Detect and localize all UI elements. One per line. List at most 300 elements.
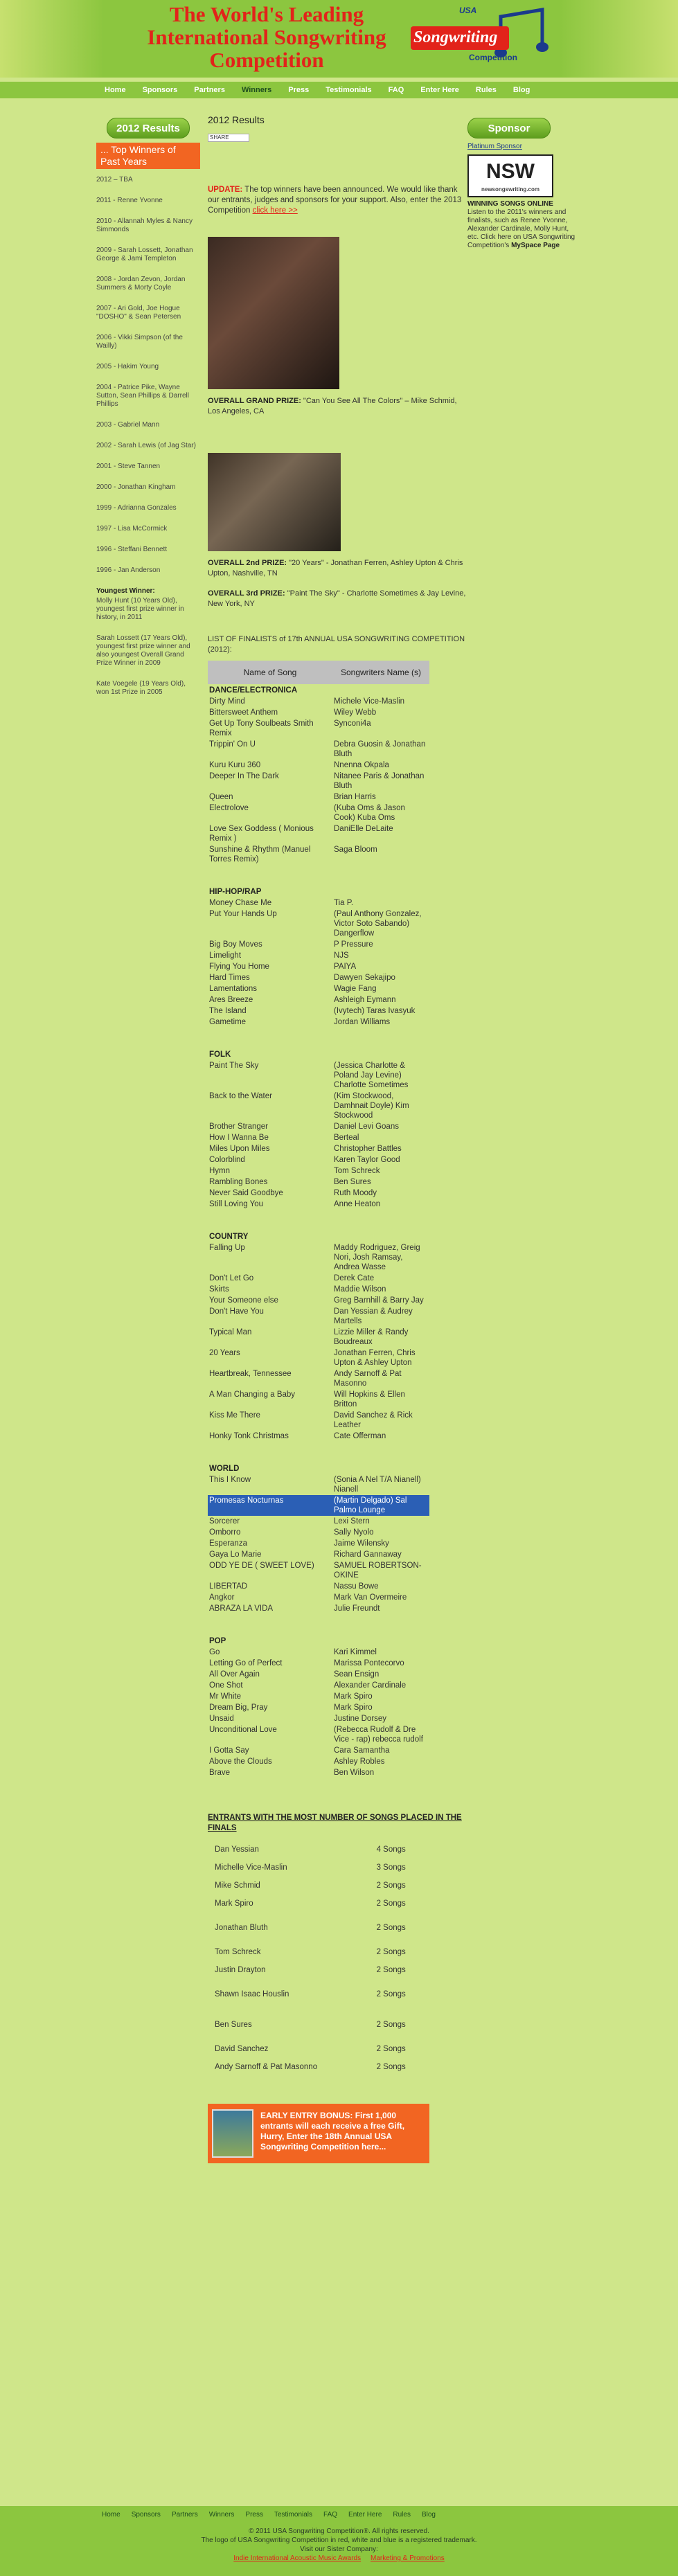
most-songs-row bbox=[208, 1979, 429, 2010]
songwriter-name: Ben Wilson bbox=[334, 1769, 375, 1777]
sponsor-logo-mark: NSW bbox=[486, 160, 535, 183]
song-name: Unsaid bbox=[209, 1715, 234, 1723]
update-label: UPDATE: bbox=[208, 186, 243, 194]
grand-prize-label: OVERALL GRAND PRIZE: bbox=[208, 397, 301, 405]
songwriter-name: Ashleigh Eymann bbox=[334, 996, 396, 1004]
main-content bbox=[208, 111, 471, 2163]
grand-prize-caption bbox=[208, 396, 471, 417]
past-winner-item[interactable]: 2008 - Jordan Zevon, Jordan Summers & Morty Coyle bbox=[96, 276, 186, 292]
finalist-row bbox=[208, 739, 429, 760]
nav-partners[interactable]: Partners bbox=[194, 86, 225, 94]
song-name: Never Said Goodbye bbox=[209, 1189, 283, 1197]
finalist-row bbox=[208, 696, 429, 707]
songwriter-name: Ruth Moody bbox=[334, 1189, 377, 1197]
songwriter-name: Derek Cate bbox=[334, 1274, 375, 1282]
song-name: I Gotta Say bbox=[209, 1746, 249, 1755]
sponsor-logo[interactable] bbox=[467, 154, 553, 197]
finalist-row bbox=[208, 1188, 429, 1199]
finalist-row bbox=[208, 972, 429, 983]
footer-blog[interactable]: Blog bbox=[421, 2511, 436, 2519]
finalist-row bbox=[208, 1691, 429, 1702]
genre-heading: FOLK bbox=[209, 1050, 231, 1059]
finalist-row bbox=[208, 1368, 429, 1389]
song-name: Queen bbox=[209, 793, 233, 801]
song-name: ODD YE DE ( SWEET LOVE) bbox=[209, 1562, 314, 1570]
songwriter-name: (Jessica Charlotte & Poland Jay Levine) Charlotte Sometimes bbox=[334, 1062, 409, 1089]
songwriter-name: NJS bbox=[334, 951, 349, 960]
logo-word: Songwriting bbox=[413, 28, 498, 46]
most-songs-row bbox=[208, 1913, 429, 1943]
song-name: Sorcerer bbox=[209, 1517, 240, 1526]
finalist-row bbox=[208, 1005, 429, 1017]
song-name: One Shot bbox=[209, 1681, 243, 1690]
entrant-name: Tom Schreck bbox=[215, 1948, 261, 1956]
song-name: Dream Big, Pray bbox=[209, 1703, 268, 1712]
third-prize-caption bbox=[208, 589, 471, 609]
song-name: Back to the Water bbox=[209, 1092, 272, 1100]
footer-sister-links bbox=[96, 2555, 582, 2563]
bonus-thumbnail bbox=[212, 2109, 253, 2158]
finalist-row bbox=[208, 1603, 429, 1614]
songwriter-name: Maddy Rodriguez, Greig Nori, Josh Ramsay, Andrea Wasse bbox=[334, 1244, 420, 1271]
header-fade-left bbox=[0, 0, 104, 78]
main-nav bbox=[96, 83, 582, 97]
past-winner-item[interactable]: 2004 - Patrice Pike, Wayne Sutton, Sean Phillips & Darrell Phillips bbox=[96, 384, 189, 408]
song-name: Heartbreak, Tennessee bbox=[209, 1370, 292, 1378]
most-songs-row bbox=[208, 1841, 429, 1859]
myspace-link[interactable]: MySpace Page bbox=[511, 242, 560, 249]
finalists-table bbox=[208, 661, 429, 1778]
footer-copyright: © 2011 USA Songwriting Competition®. All rights reserved. bbox=[249, 2528, 429, 2535]
footer-rules[interactable]: Rules bbox=[393, 2511, 411, 2519]
songwriter-name: Wagie Fang bbox=[334, 985, 377, 993]
entrant-name: Michelle Vice-Maslin bbox=[215, 1863, 287, 1872]
finalist-row bbox=[208, 939, 429, 950]
finalist-row bbox=[208, 1669, 429, 1680]
entrant-name: Shawn Isaac Houslin bbox=[215, 1990, 289, 1998]
third-prize-text: "Paint The Sky" - Charlotte Sometimes & Jay Levine, New York, NY bbox=[208, 589, 466, 608]
second-prize-photo bbox=[208, 453, 341, 551]
song-name: Bittersweet Anthem bbox=[209, 708, 278, 717]
finalist-row bbox=[208, 1327, 429, 1348]
site-header bbox=[0, 0, 678, 78]
footer-home[interactable]: Home bbox=[102, 2511, 121, 2519]
footer-nav bbox=[96, 2510, 441, 2520]
finalist-row bbox=[208, 1495, 429, 1516]
song-name: The Island bbox=[209, 1007, 247, 1015]
past-winners-list bbox=[96, 176, 200, 697]
song-count: 2 Songs bbox=[376, 2063, 406, 2071]
platinum-sponsor-link[interactable]: Platinum Sponsor bbox=[467, 143, 522, 150]
finalist-row bbox=[208, 1132, 429, 1143]
song-name: Brother Stranger bbox=[209, 1122, 269, 1131]
genre-heading: COUNTRY bbox=[209, 1233, 249, 1241]
song-name: Gametime bbox=[209, 1018, 247, 1026]
grand-prize-photo bbox=[208, 237, 339, 389]
footer-partners[interactable]: Partners bbox=[171, 2511, 198, 2519]
footer-faq[interactable]: FAQ bbox=[323, 2511, 338, 2519]
most-songs-row bbox=[208, 1961, 429, 1979]
nav-blog[interactable]: Blog bbox=[512, 86, 530, 94]
winning-songs-title: WINNING SONGS ONLINE bbox=[467, 200, 553, 208]
top-winners-header[interactable]: ... Top Winners of Past Years bbox=[96, 143, 200, 169]
most-songs-row bbox=[208, 1859, 429, 1877]
genre-row bbox=[208, 1210, 429, 1242]
past-winner-item[interactable]: 2001 - Steve Tannen bbox=[96, 463, 161, 470]
song-name: Sunshine & Rhythm (Manuel Torres Remix) bbox=[209, 846, 311, 864]
entrant-name: Justin Drayton bbox=[215, 1966, 266, 1974]
songwriter-name: DaniElle DeLaite bbox=[334, 825, 393, 833]
footer-trademark: The logo of USA Songwriting Competition in red, white and blue is a registered trademark. bbox=[201, 2537, 477, 2544]
songwriter-name: Nitanee Paris & Jonathan Bluth bbox=[334, 772, 425, 790]
song-count: 2 Songs bbox=[376, 1881, 406, 1890]
songwriter-name: Will Hopkins & Ellen Britton bbox=[334, 1390, 405, 1408]
songwriter-name: Debra Guosin & Jonathan Bluth bbox=[334, 740, 426, 758]
most-songs-row bbox=[208, 2040, 429, 2058]
songwriter-name: Lexi Stern bbox=[334, 1517, 370, 1526]
songwriter-name: (Paul Anthony Gonzalez, Victor Soto Sabando) Dangerflow bbox=[334, 910, 422, 938]
genre-row bbox=[208, 1028, 429, 1060]
finalist-row bbox=[208, 1549, 429, 1560]
songwriter-name: Saga Bloom bbox=[334, 846, 377, 854]
song-name: Unconditional Love bbox=[209, 1726, 277, 1734]
song-count: 2 Songs bbox=[376, 1899, 406, 1908]
entrant-name: David Sanchez bbox=[215, 2045, 269, 2053]
song-name: Omborro bbox=[209, 1528, 241, 1537]
song-count: 4 Songs bbox=[376, 1845, 406, 1854]
update-paragraph bbox=[208, 185, 471, 216]
most-songs-row bbox=[208, 2010, 429, 2040]
song-name: Money Chase Me bbox=[209, 899, 272, 907]
winning-songs-online bbox=[467, 200, 578, 250]
songwriter-name: (Martin Delgado) Sal Palmo Lounge bbox=[332, 1495, 429, 1516]
songwriter-name: Synconi4a bbox=[334, 719, 371, 728]
song-name: Above the Clouds bbox=[209, 1757, 272, 1766]
finalist-row bbox=[208, 803, 429, 823]
songwriter-name: David Sanchez & Rick Leather bbox=[334, 1411, 413, 1429]
bonus-text: EARLY ENTRY BONUS: First 1,000 entrants will each receive a free Gift, Hurry, Enter the 18th Annual USA Songwriting Competition here... bbox=[260, 2111, 405, 2152]
entrant-name: Ben Sures bbox=[215, 2021, 252, 2029]
songwriter-name: Michele Vice-Maslin bbox=[334, 697, 405, 706]
songwriter-name: Justine Dorsey bbox=[334, 1715, 387, 1723]
song-name: Rambling Bones bbox=[209, 1178, 268, 1186]
past-winner-item[interactable]: 2010 - Allannah Myles & Nancy Simmonds bbox=[96, 217, 193, 233]
finalist-row bbox=[208, 897, 429, 909]
songwriter-name: Sally Nyolo bbox=[334, 1528, 374, 1537]
past-winner-item[interactable]: 1996 - Steffani Bennett bbox=[96, 546, 168, 553]
past-winner-item[interactable]: 2009 - Sarah Lossett, Jonathan George & Jami Templeton bbox=[96, 247, 193, 262]
songwriter-name: Brian Harris bbox=[334, 793, 376, 801]
song-name: 20 Years bbox=[209, 1349, 240, 1357]
finalist-row bbox=[208, 1284, 429, 1295]
finalist-row bbox=[208, 994, 429, 1005]
song-name: Put Your Hands Up bbox=[209, 910, 277, 918]
songwriter-name: Berteal bbox=[334, 1134, 359, 1142]
song-name: Still Loving You bbox=[209, 1200, 264, 1208]
finalist-row bbox=[208, 1154, 429, 1165]
second-prize-text: "20 Years" - Jonathan Ferren, Ashley Upton & Chris Upton, Nashville, TN bbox=[208, 559, 463, 578]
song-name: Skirts bbox=[209, 1285, 229, 1294]
finalist-row bbox=[208, 1242, 429, 1273]
most-songs-row bbox=[208, 2058, 429, 2076]
song-count: 2 Songs bbox=[376, 2045, 406, 2053]
finalist-row bbox=[208, 791, 429, 803]
finalist-row bbox=[208, 707, 429, 718]
update-text: The top winners have been announced. We would like thank our entrants, judges and sponsors for your support. Also, enter the 2013 Competition bbox=[208, 186, 462, 215]
youngest-winner-title: Youngest Winner: bbox=[96, 587, 155, 595]
most-songs-row bbox=[208, 1895, 429, 1913]
song-name: Limelight bbox=[209, 951, 242, 960]
songwriter-name: Maddie Wilson bbox=[334, 1285, 386, 1294]
song-name: Flying You Home bbox=[209, 963, 269, 971]
finalist-row bbox=[208, 1527, 429, 1538]
finalists-intro: LIST OF FINALISTS of 17th ANNUAL USA SONGWRITING COMPETITION (2012): bbox=[208, 635, 465, 654]
enter-2013-link[interactable]: click here >> bbox=[252, 206, 298, 215]
finalist-row bbox=[208, 1389, 429, 1410]
song-name: Colorblind bbox=[209, 1156, 245, 1164]
past-winner-item[interactable]: 1996 - Jan Anderson bbox=[96, 566, 161, 574]
song-name: Your Someone else bbox=[209, 1296, 278, 1305]
song-name: Deeper In The Dark bbox=[209, 772, 279, 780]
finalist-row bbox=[208, 1756, 429, 1767]
songwriter-name: Richard Gannaway bbox=[334, 1550, 402, 1559]
songwriter-name: SAMUEL ROBERTSON-OKINE bbox=[334, 1562, 422, 1580]
song-name: LIBERTAD bbox=[209, 1582, 248, 1591]
songwriter-name: Wiley Webb bbox=[334, 708, 377, 717]
finalist-row bbox=[208, 1647, 429, 1658]
song-name: Big Boy Moves bbox=[209, 940, 262, 949]
song-name: Go bbox=[209, 1648, 220, 1656]
songwriter-name: Tia P. bbox=[334, 899, 354, 907]
finalist-row bbox=[208, 1348, 429, 1368]
genre-heading: DANCE/ELECTRONICA bbox=[209, 686, 298, 695]
finalist-row bbox=[208, 1199, 429, 1210]
header-fade-right bbox=[560, 0, 678, 78]
finalist-row bbox=[208, 1273, 429, 1284]
nav-rules[interactable]: Rules bbox=[475, 86, 497, 94]
songwriter-name: Sean Ensign bbox=[334, 1670, 380, 1679]
finalist-row bbox=[208, 1060, 429, 1091]
song-name: Dirty Mind bbox=[209, 697, 245, 706]
most-songs-title: ENTRANTS WITH THE MOST NUMBER OF SONGS PLACED IN THE FINALS bbox=[208, 1814, 462, 1832]
second-prize-caption bbox=[208, 558, 471, 579]
finalist-row bbox=[208, 1658, 429, 1669]
finalist-row bbox=[208, 1680, 429, 1691]
nav-home[interactable]: Home bbox=[105, 86, 126, 94]
third-prize-label: OVERALL 3rd PRIZE: bbox=[208, 589, 285, 598]
song-name: Don't Have You bbox=[209, 1307, 264, 1316]
past-winner-item[interactable]: 2003 - Gabriel Mann bbox=[96, 421, 160, 429]
past-winner-item[interactable]: 2007 - Ari Gold, Joe Hogue "DOSHO" & Sean Petersen bbox=[96, 305, 181, 321]
past-winner-item[interactable]: 1997 - Lisa McCormick bbox=[96, 525, 168, 533]
song-count: 2 Songs bbox=[376, 1948, 406, 1956]
finalist-row bbox=[208, 1767, 429, 1778]
past-winner-item[interactable]: 2011 - Renne Yvonne bbox=[96, 197, 163, 204]
nav-testimonials[interactable]: Testimonials bbox=[325, 86, 372, 94]
most-songs-row bbox=[208, 1943, 429, 1961]
finalist-row bbox=[208, 1474, 429, 1495]
finalist-row bbox=[208, 950, 429, 961]
song-name: Don't Let Go bbox=[209, 1274, 254, 1282]
footer-sponsors[interactable]: Sponsors bbox=[131, 2511, 161, 2519]
finalist-row bbox=[208, 1143, 429, 1154]
results-button[interactable]: 2012 Results bbox=[107, 118, 190, 138]
genre-row bbox=[208, 865, 429, 897]
footer-enter-here[interactable]: Enter Here bbox=[348, 2511, 382, 2519]
nav-enter-here[interactable]: Enter Here bbox=[420, 86, 459, 94]
songwriter-name: Kari Kimmel bbox=[334, 1648, 377, 1656]
footer-press[interactable]: Press bbox=[245, 2511, 263, 2519]
winner-note: Sarah Lossett (17 Years Old), youngest first prize winner and also youngest Overall Grand Prize Winner in 2009 bbox=[96, 634, 190, 667]
songwriter-name: Dawyen Sekajipo bbox=[334, 974, 395, 982]
song-name: Letting Go of Perfect bbox=[209, 1659, 283, 1667]
song-name: Gaya Lo Marie bbox=[209, 1550, 262, 1559]
nav-press[interactable]: Press bbox=[288, 86, 310, 94]
song-name: Kuru Kuru 360 bbox=[209, 761, 261, 769]
song-name: Angkor bbox=[209, 1593, 235, 1602]
share-button[interactable]: SHARE bbox=[208, 134, 249, 142]
song-name: Promesas Nocturnas bbox=[208, 1495, 332, 1516]
finalist-row bbox=[208, 1702, 429, 1713]
song-name: ABRAZA LA VIDA bbox=[209, 1604, 274, 1613]
page-title: 2012 Results bbox=[208, 114, 265, 125]
songwriter-name: Cate Offerman bbox=[334, 1432, 386, 1440]
nav-sponsors[interactable]: Sponsors bbox=[142, 86, 178, 94]
nav-faq[interactable]: FAQ bbox=[388, 86, 404, 94]
entrant-name: Andy Sarnoff & Pat Masonno bbox=[215, 2063, 318, 2071]
finalist-row bbox=[208, 1592, 429, 1603]
finalist-row bbox=[208, 1017, 429, 1028]
finalist-row bbox=[208, 760, 429, 771]
song-name: Get Up Tony Soulbeats Smith Remix bbox=[209, 719, 314, 737]
past-winner-item[interactable]: 2006 - Vikki Simpson (of the Wailly) bbox=[96, 334, 183, 350]
footer-sister-link-2[interactable]: Marketing & Promotions bbox=[371, 2555, 445, 2562]
most-songs-row bbox=[208, 1877, 429, 1895]
finalist-row bbox=[208, 1581, 429, 1592]
song-name: All Over Again bbox=[209, 1670, 260, 1679]
footer-testimonials[interactable]: Testimonials bbox=[274, 2511, 313, 2519]
songwriter-name: (Rebecca Rudolf & Dre Vice - rap) rebecca rudolf bbox=[334, 1726, 423, 1744]
second-prize-label: OVERALL 2nd PRIZE: bbox=[208, 559, 287, 567]
song-name: Love Sex Goddess ( Monious Remix ) bbox=[209, 825, 314, 843]
song-count: 3 Songs bbox=[376, 1863, 406, 1872]
songwriter-name: Dan Yessian & Audrey Martells bbox=[334, 1307, 413, 1325]
finalist-row bbox=[208, 1091, 429, 1121]
songwriter-name: Jaime Wilensky bbox=[334, 1539, 389, 1548]
nav-winners[interactable]: Winners bbox=[241, 86, 272, 94]
winner-note: Kate Voegele (19 Years Old), won 1st Prize in 2005 bbox=[96, 680, 186, 696]
song-name: Hymn bbox=[209, 1167, 231, 1175]
sponsor-button[interactable]: Sponsor bbox=[467, 118, 551, 138]
songwriter-name: Anne Heaton bbox=[334, 1200, 381, 1208]
songwriter-name: Alexander Cardinale bbox=[334, 1681, 407, 1690]
song-name: Trippin' On U bbox=[209, 740, 256, 749]
song-name: Hard Times bbox=[209, 974, 250, 982]
songwriter-name: Andy Sarnoff & Pat Masonno bbox=[334, 1370, 402, 1388]
song-name: Electrolove bbox=[209, 804, 249, 812]
songwriter-name: Mark Spiro bbox=[334, 1692, 373, 1701]
songwriter-name: Cara Samantha bbox=[334, 1746, 390, 1755]
song-count: 2 Songs bbox=[376, 2021, 406, 2029]
finalist-row bbox=[208, 909, 429, 939]
most-songs-table bbox=[208, 1841, 429, 2076]
finalist-row bbox=[208, 718, 429, 739]
finalist-row bbox=[208, 1724, 429, 1745]
song-name: Paint The Sky bbox=[209, 1062, 259, 1070]
song-count: 2 Songs bbox=[376, 1924, 406, 1932]
finalist-row bbox=[208, 1560, 429, 1581]
logo-sub: Competition bbox=[469, 53, 517, 62]
entrant-name: Jonathan Bluth bbox=[215, 1924, 268, 1932]
finalist-row bbox=[208, 1410, 429, 1431]
songwriter-name: P Pressure bbox=[334, 940, 373, 949]
left-sidebar bbox=[96, 118, 200, 709]
footer-winners[interactable]: Winners bbox=[208, 2511, 235, 2519]
finalist-row bbox=[208, 1306, 429, 1327]
entrant-name: Mike Schmid bbox=[215, 1881, 260, 1890]
finalist-row bbox=[208, 844, 429, 865]
songwriter-name: Jordan Williams bbox=[334, 1018, 391, 1026]
finalist-row bbox=[208, 983, 429, 994]
finalist-row bbox=[208, 771, 429, 791]
songwriter-name: Ashley Robles bbox=[334, 1757, 385, 1766]
genre-row bbox=[208, 684, 429, 696]
song-name: Ares Breeze bbox=[209, 996, 253, 1004]
col-song-header: Name of Song bbox=[208, 661, 332, 684]
site-logo[interactable] bbox=[411, 3, 556, 69]
finalist-row bbox=[208, 823, 429, 844]
past-winner-item[interactable]: 2002 - Sarah Lewis (of Jag Star) bbox=[96, 442, 196, 449]
col-writer-header: Songwriters Name (s) bbox=[332, 661, 429, 684]
finalist-row bbox=[208, 1538, 429, 1549]
past-winner-item[interactable]: 2012 – TBA bbox=[96, 176, 133, 184]
songwriter-name: Lizzie Miller & Randy Boudreaux bbox=[334, 1328, 409, 1346]
songwriter-name: Tom Schreck bbox=[334, 1167, 380, 1175]
songwriter-name: (Ivytech) Taras Ivasyuk bbox=[334, 1007, 416, 1015]
finalist-row bbox=[208, 1295, 429, 1306]
footer-sister-link-1[interactable]: Indie International Acoustic Music Awards bbox=[233, 2555, 362, 2562]
logo-prefix: USA bbox=[459, 6, 477, 15]
song-name: Mr White bbox=[209, 1692, 241, 1701]
songwriter-name: Karen Taylor Good bbox=[334, 1156, 400, 1164]
songwriter-name: (Kuba Oms & Jason Cook) Kuba Oms bbox=[334, 804, 405, 822]
finalist-row bbox=[208, 1121, 429, 1132]
genre-row bbox=[208, 1614, 429, 1647]
site-title: The World's Leading International Songwriting Competition bbox=[147, 2, 386, 72]
past-winner-item[interactable]: 2000 - Jonathan Kingham bbox=[96, 483, 176, 491]
songwriter-name: Marissa Pontecorvo bbox=[334, 1659, 404, 1667]
genre-heading: POP bbox=[209, 1637, 226, 1645]
early-entry-bonus-banner[interactable] bbox=[208, 2104, 429, 2163]
songwriter-name: Nassu Bowe bbox=[334, 1582, 379, 1591]
sponsor-logo-url: newsongswriting.com bbox=[481, 186, 539, 193]
song-name: A Man Changing a Baby bbox=[209, 1390, 296, 1399]
right-sidebar bbox=[467, 118, 578, 250]
footer-sister: Visit our Sister Company: bbox=[300, 2546, 378, 2553]
song-name: This I Know bbox=[209, 1476, 251, 1484]
genre-heading: WORLD bbox=[209, 1465, 240, 1473]
finalist-row bbox=[208, 1745, 429, 1756]
finalist-row bbox=[208, 961, 429, 972]
finalist-row bbox=[208, 1516, 429, 1527]
songwriter-name: Greg Barnhill & Barry Jay bbox=[334, 1296, 424, 1305]
past-winner-item[interactable]: 1999 - Adrianna Gonzales bbox=[96, 504, 177, 512]
youngest-winner-text: Molly Hunt (10 Years Old), youngest first prize winner in history, in 2011 bbox=[96, 597, 184, 621]
grand-prize-text: "Can You See All The Colors" – Mike Schmid, Los Angeles, CA bbox=[208, 397, 457, 415]
songwriter-name: Mark Spiro bbox=[334, 1703, 373, 1712]
song-count: 2 Songs bbox=[376, 1990, 406, 1998]
past-winner-item[interactable]: 2005 - Hakim Young bbox=[96, 363, 159, 370]
